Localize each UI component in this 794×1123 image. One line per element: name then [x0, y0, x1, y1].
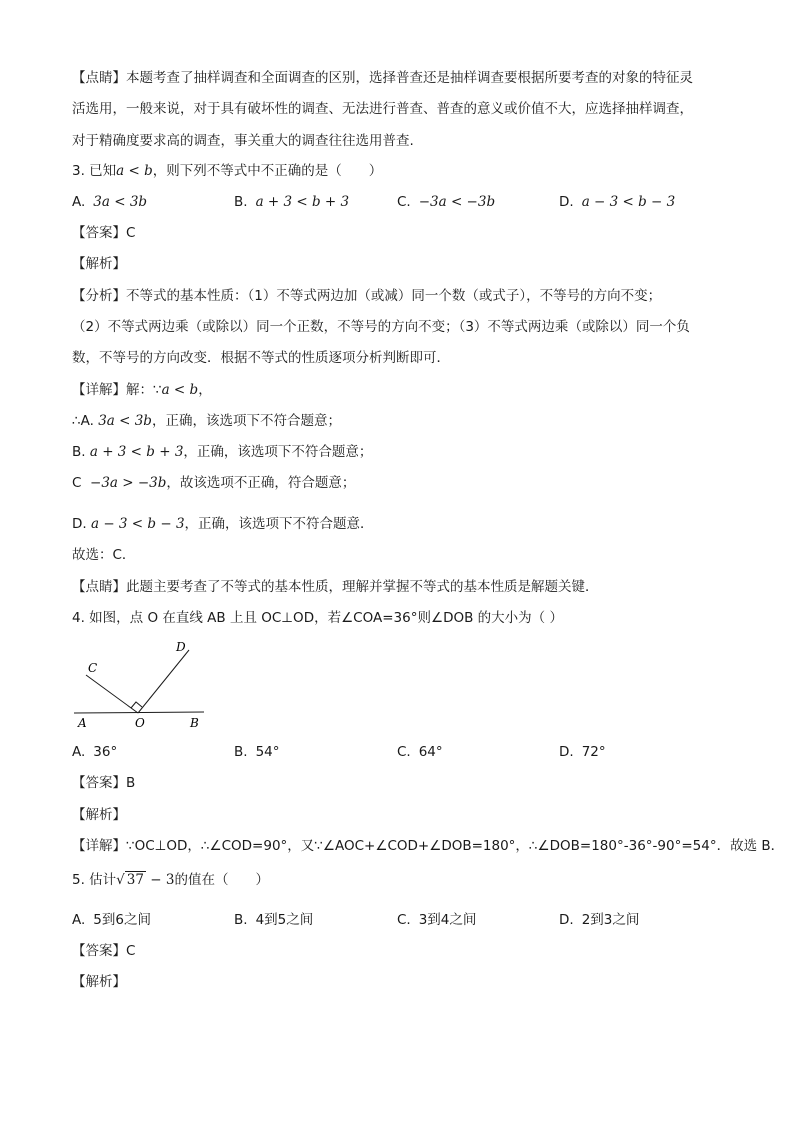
q4-option-b [234, 742, 280, 762]
q5-stem [72, 870, 269, 890]
q5-minus-three: − 3 [145, 872, 175, 888]
analysis-tag: 【分析】 [72, 288, 126, 304]
q3-step-d [72, 514, 374, 534]
q3-step-c [72, 473, 355, 493]
option-text: a − 3 < b − 3 [581, 194, 676, 210]
step-text: ，故该选项不正确，符合题意； [166, 475, 356, 491]
q3-stem [72, 161, 382, 181]
step-math: −3a > −3b [90, 475, 167, 491]
right-angle-mark [131, 702, 142, 708]
q4-option-d [559, 742, 606, 762]
option-text: 36° [93, 744, 118, 760]
q3-option-c [397, 192, 495, 212]
dianjing-tag: 【点睛】 [72, 70, 126, 86]
step-text: ，正确，该选项下不符合题意； [183, 444, 373, 460]
q5-stem-prefix: 5. 估计 [72, 872, 117, 888]
option-text: 5到6之间 [93, 912, 151, 928]
dianjing-line-3: 对于精确度要求高的调查，事关重大的调查往往选用普查. [72, 133, 414, 149]
label-b: B [190, 716, 199, 730]
label-a: A [78, 716, 87, 730]
option-label: A. [72, 744, 86, 760]
q4-jiexi-tag: 【解析】 [72, 807, 126, 823]
answer-tag: 【答案】 [72, 943, 126, 959]
option-text: −3a < −3b [418, 194, 496, 210]
q4-option-a [72, 742, 117, 762]
q4-stem: 4. 如图，点 O 在直线 AB 上且 OC⊥OD，若∠COA=36°则∠DOB 的大小为（ ） [72, 610, 563, 626]
q5-option-c [397, 910, 476, 930]
q5-option-d [559, 910, 639, 930]
q5-answer [72, 941, 135, 961]
detail-tag: 【详解】 [72, 382, 126, 398]
q3-analysis-line-1 [72, 286, 661, 306]
detail-intro-end: ， [198, 382, 212, 398]
step-prefix: ∴A. [72, 413, 94, 429]
option-label: D. [559, 912, 574, 928]
option-text: 72° [581, 744, 606, 760]
answer-tag: 【答案】 [72, 225, 126, 241]
option-label: C. [397, 194, 411, 210]
q5-option-b [234, 910, 313, 930]
q3-answer [72, 223, 135, 243]
sqrt-symbol: √ 37 [116, 872, 144, 888]
q3-dianjing [72, 577, 599, 597]
q4-detail [72, 836, 784, 856]
q3-analysis-line-3: 数，不等号的方向改变．根据不等式的性质逐项分析判断即可． [72, 350, 450, 366]
step-text: ，正确，该选项下不符合题意． [184, 516, 374, 532]
q5-option-a [72, 910, 151, 930]
answer-value: B [126, 775, 136, 791]
q3-stem-math: a < b [116, 163, 153, 179]
q3-conclusion: 故选：C． [72, 547, 136, 563]
dianjing-tag: 【点睛】 [72, 579, 126, 595]
detail-intro: 解：∵ [126, 382, 162, 398]
step-prefix: B. [72, 444, 86, 460]
step-text: ，正确，该选项下不符合题意； [151, 413, 341, 429]
option-text: 3a < 3b [93, 194, 148, 210]
ray-oc [86, 675, 138, 713]
q5-jiexi-tag: 【解析】 [72, 974, 126, 990]
option-text: 64° [418, 744, 443, 760]
option-label: B. [234, 744, 248, 760]
step-prefix: D. [72, 516, 87, 532]
option-text: 3到4之间 [418, 912, 477, 928]
q4-option-c [397, 742, 443, 762]
step-math: a − 3 < b − 3 [90, 516, 185, 532]
q3-option-d [559, 192, 675, 212]
option-label: A. [72, 912, 86, 928]
detail-intro-math: a < b [161, 382, 199, 398]
q4-figure [72, 638, 212, 730]
step-prefix: C [72, 475, 82, 491]
label-d: D [176, 640, 186, 654]
q5-stem-suffix: 的值在（ ） [174, 872, 269, 888]
q3-stem-suffix: ，则下列不等式中不正确的是（ ） [152, 163, 383, 179]
dianjing-text: 此题主要考查了不等式的基本性质，理解并掌握不等式的基本性质是解题关键． [126, 579, 599, 595]
answer-tag: 【答案】 [72, 775, 126, 791]
radicand: 37 [126, 872, 144, 888]
q3-stem-prefix: 3. 已知 [72, 163, 117, 179]
step-math: 3a < 3b [98, 413, 152, 429]
answer-value: C [126, 943, 136, 959]
option-label: B. [234, 912, 248, 928]
q3-jiexi-tag: 【解析】 [72, 256, 126, 272]
ray-od [138, 650, 189, 713]
step-math: a + 3 < b + 3 [89, 444, 184, 460]
analysis-text-1: 不等式的基本性质：（1）不等式两边加（或减）同一个数（或式子），不等号的方向不变； [126, 288, 662, 304]
q3-step-b [72, 442, 372, 462]
q3-option-a [72, 192, 147, 212]
label-c: C [88, 661, 98, 675]
option-label: A. [72, 194, 86, 210]
label-o: O [135, 716, 145, 730]
q3-step-a [72, 411, 341, 431]
dianjing-text-1: 本题考查了抽样调查和全面调查的区别，选择普查还是抽样调查要根据所要考查的对象的特征灵 [126, 70, 693, 86]
option-label: B. [234, 194, 248, 210]
detail-tag: 【详解】 [72, 838, 126, 854]
q3-option-b [234, 192, 349, 212]
option-text: 4到5之间 [255, 912, 314, 928]
answer-value: C [126, 225, 136, 241]
option-label: D. [559, 744, 574, 760]
detail-text: ∵OC⊥OD，∴∠COD=90°，又∵∠AOC+∠COD+∠DOB=180°，∴∠DOB=180°-36°-90°=54°．故选 B． [126, 838, 785, 854]
option-label: C. [397, 744, 411, 760]
option-text: 2到3之间 [581, 912, 640, 928]
option-text: a + 3 < b + 3 [255, 194, 350, 210]
option-label: D. [559, 194, 574, 210]
q3-analysis-line-2: （2）不等式两边乘（或除以）同一个正数，不等号的方向不变；（3）不等式两边乘（或除以）同一个负 [72, 319, 690, 335]
dianjing-line-2: 活选用，一般来说，对于具有破坏性的调查、无法进行普查、普查的意义或价值不大，应选择抽样调查， [72, 101, 693, 117]
option-label: C. [397, 912, 411, 928]
dianjing-line-1 [72, 68, 693, 88]
q5-sqrt-expression [116, 872, 174, 888]
q3-detail-intro [72, 380, 212, 400]
q4-answer [72, 773, 135, 793]
option-text: 54° [255, 744, 280, 760]
